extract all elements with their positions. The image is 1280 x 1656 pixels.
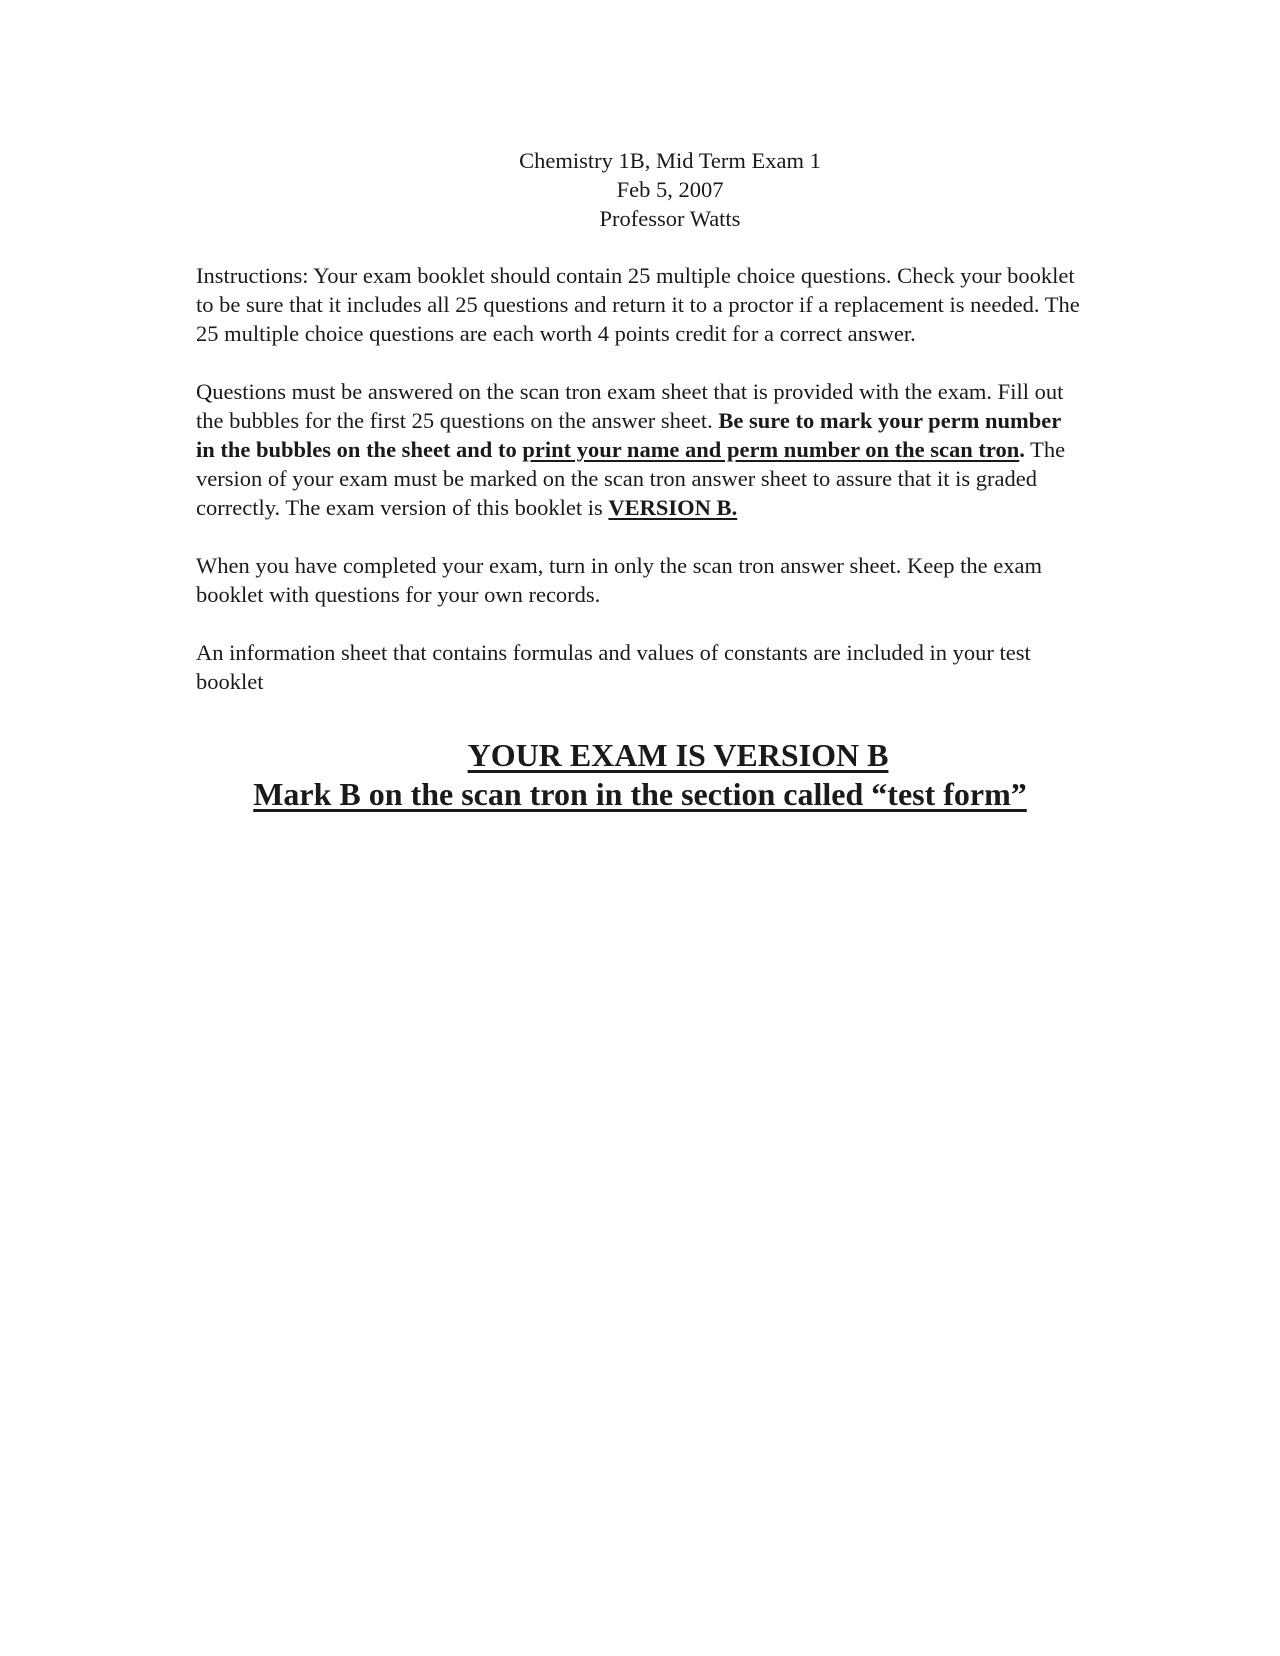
print-name-warning: print your name and perm number on the scan tron <box>522 437 1020 462</box>
answering-text: Questions must be answered on the scan tron exam sheet that is provided with the exam. Fill out the bubbles for the first 25 questions on the answer sheet. <box>196 379 1064 433</box>
info-sheet-paragraph <box>196 638 1084 696</box>
warning-period: . <box>1019 437 1025 462</box>
instructions-text: Instructions: Your exam booklet should contain 25 multiple choice questions. Check your booklet to be sure that it includes all 25 questions and return it to a proctor if a replacement is needed. The 25 multiple choice questions are each worth 4 points credit for a correct answer. <box>196 263 1080 346</box>
exam-cover <box>196 146 1084 814</box>
professor-name: Professor Watts <box>599 206 741 231</box>
exam-header <box>256 146 1084 233</box>
course-title: Chemistry 1B, Mid Term Exam 1 <box>519 148 821 173</box>
version-instructions: The version of your exam must be marked on the scan tron answer sheet to assure that it is graded correctly. The exam version of this booklet is <box>196 437 1066 520</box>
version-notice <box>196 736 1084 814</box>
version-label: VERSION B. <box>608 495 738 520</box>
instructions-paragraph <box>196 261 1084 348</box>
info-sheet-text: An information sheet that contains formulas and values of constants are included in your test booklet <box>196 640 1031 694</box>
perm-number-warning: Be sure to mark your perm number in the bubbles on the sheet and to <box>196 408 1061 462</box>
answering-paragraph <box>196 377 1084 522</box>
exam-date: Feb 5, 2007 <box>616 177 724 202</box>
turn-in-text: When you have completed your exam, turn in only the scan tron answer sheet. Keep the exam booklet with questions for your own records. <box>196 553 1042 607</box>
turn-in-paragraph <box>196 551 1084 609</box>
version-notice-instruction: Mark B on the scan tron in the section called “test form” <box>253 776 1027 812</box>
version-notice-heading: YOUR EXAM IS VERSION B <box>467 737 889 773</box>
